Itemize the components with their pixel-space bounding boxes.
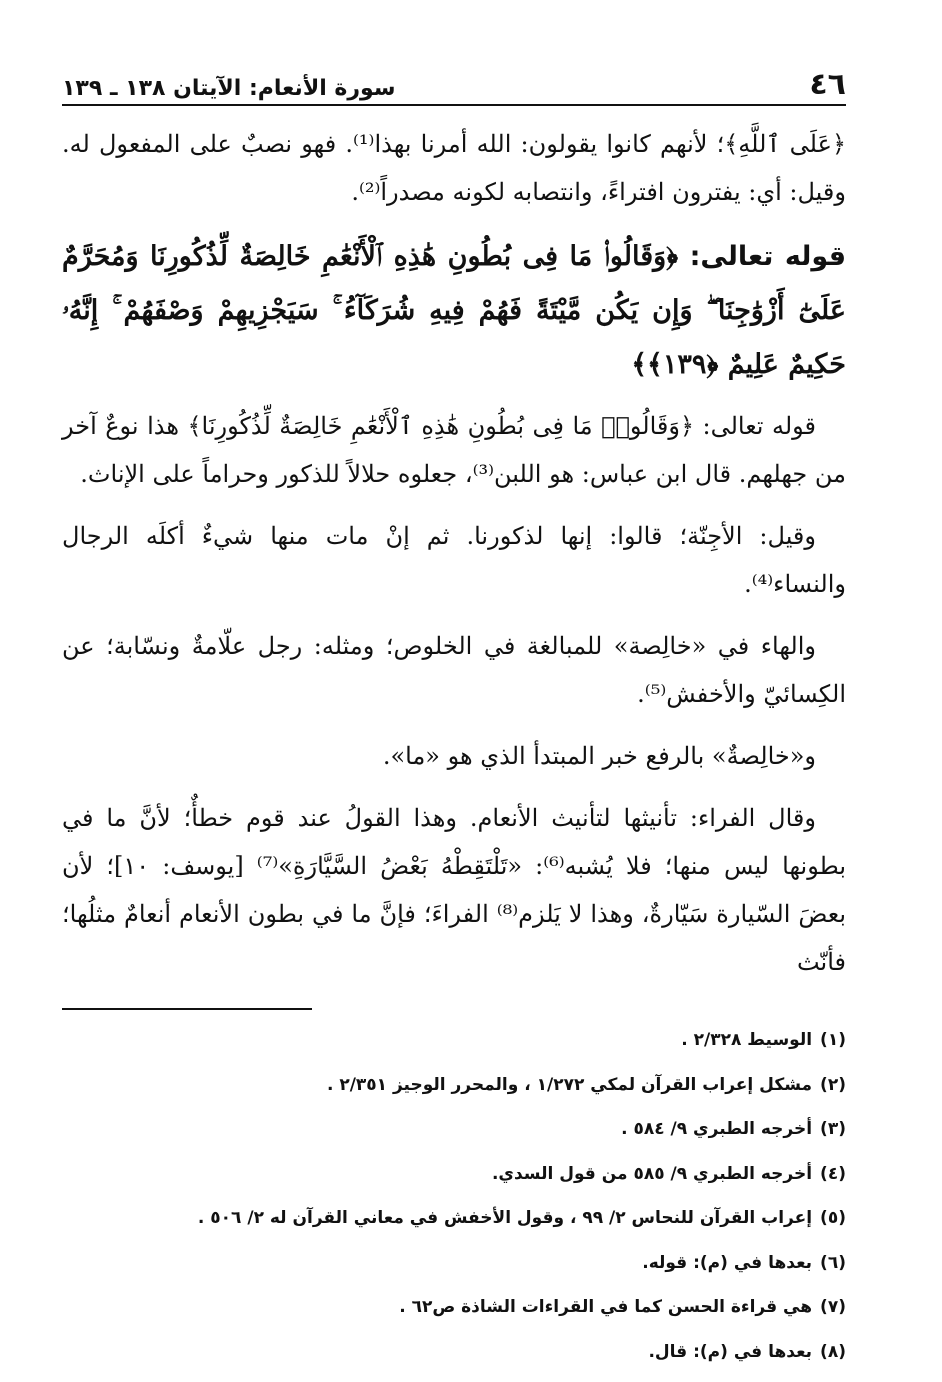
paragraph-5: و«خالِصةٌ» بالرفع خبر المبتدأ الذي هو «ما». (382, 742, 816, 770)
footnote-item (62, 1285, 846, 1330)
footnote-number: (٧) (820, 1297, 846, 1317)
footnote-item (62, 1018, 846, 1063)
paragraph-3: وقيل: الأجِنّة؛ قالوا: إنها لذكورنا. ثم إنْ مات منها شيءٌ أكلَه الرجال والنساء⁽⁴⁾. (62, 522, 846, 598)
paragraph-1: ﴿عَلَى ٱللَّهِ﴾؛ لأنهم كانوا يقولون: الله أمرنا بهذا⁽¹⁾. فهو نصبٌ على المفعول له. وقيل: أي: يفترون افتراءً، وانتصابه لكونه مصدراً⁽²⁾. (62, 130, 847, 206)
paragraph-4: والهاء في «خالِصة» للمبالغة في الخلوص؛ ومثله: رجل علّامةٌ ونسّابة؛ عن الكِسائيّ والأخفش⁽⁵⁾. (62, 632, 846, 708)
footnote-text: أخرجه الطبري ٩/ ٥٨٥ من قول السدي. (491, 1163, 813, 1184)
footnote-text: إعراب القرآن للنحاس ٢/ ٩٩ ، وقول الأخفش في معاني القرآن له ٢/ ٥٠٦ . (197, 1208, 813, 1228)
header-title: سورة الأنعام: الآيتان ١٣٨ ـ ١٣٩ (62, 76, 396, 101)
footnote-text: مشكل إعراب القرآن لمكي ١/٢٧٢ ، والمحرر الوجيز ٢/٣٥١ . (326, 1074, 813, 1095)
footnotes-list (62, 1018, 846, 1374)
paragraph-6: وقال الفراء: تأنيثها لتأنيث الأنعام. وهذا القولُ عند قوم خطأٌ؛ لأنَّ ما في بطونها ليس منها؛ فلا يُشبه⁽⁶⁾: «تَلْتَقِطْهُ بَعْضُ السَّيَّارَةِ»⁽⁷⁾ [يوسف: ١٠]؛ لأن بعضَ السّيارة سَيّارةٌ، وهذا لا يَلزم⁽⁸⁾ الفراءَ؛ فإنَّ ما في بطون الأنعام أنعامٌ مثلُها؛ فأنّث (62, 804, 847, 976)
footnote-item (62, 1330, 846, 1375)
quran-verse-text: ﴿وَقَالُوا۟ مَا فِى بُطُونِ هَٰذِهِ ٱلْأَنْعَٰمِ خَالِصَةٌ لِّذُكُورِنَا وَمُحَرَّمٌ عَلَىٰٓ أَزْوَٰجِنَا ۖ وَإِن يَكُن مَّيْتَةً فَهُمْ فِيهِ شُرَكَآءُ ۚ سَيَجْزِيهِمْ وَصْفَهُمْ ۚ إِنَّهُۥ حَكِيمٌ عَلِيمٌ ﴿١٣٩﴾﴾ (62, 241, 846, 380)
footnote-text: بعدها في (م): قال. (648, 1341, 813, 1362)
footnote-text: أخرجه الطبري ٩/ ٥٨٤ . (621, 1119, 813, 1139)
quran-verse-block (62, 230, 846, 392)
footnote-separator (62, 1008, 312, 1010)
running-header (62, 52, 846, 106)
footnote-number: (١) (820, 1030, 846, 1050)
verse-lead: قوله تعالى: (678, 241, 847, 272)
footnote-text: بعدها في (م): قوله. (642, 1252, 813, 1273)
footnote-item (62, 1152, 846, 1197)
footnote-item (62, 1196, 846, 1241)
footnote-number: (٤) (820, 1163, 846, 1184)
footnote-number: (٨) (820, 1341, 846, 1362)
footnote-number: (٥) (820, 1208, 846, 1228)
footnote-number: (٢) (820, 1074, 846, 1095)
main-text (62, 120, 846, 986)
page-number: ٤٦ (809, 67, 846, 102)
footnote-item (62, 1107, 846, 1152)
paragraph-2: قوله تعالى: ﴿وَقَالُوا۟ مَا فِى بُطُونِ هَٰذِهِ ٱلْأَنْعَٰمِ خَالِصَةٌ لِّذُكُورِنَا﴾ هذا نوعٌ آخر من جهلهم. قال ابن عباس: هو اللبن⁽³⁾، جعلوه حلالاً للذكور وحراماً على الإناث. (62, 412, 846, 488)
footnote-text: هي قراءة الحسن كما في القراءات الشاذة ص٦٢ . (399, 1297, 813, 1317)
footnote-item (62, 1063, 846, 1108)
footnote-number: (٣) (820, 1119, 846, 1139)
footnote-text: الوسيط ٢/٣٢٨ . (681, 1030, 813, 1050)
footnote-number: (٦) (820, 1252, 846, 1273)
footnote-item (62, 1241, 846, 1286)
